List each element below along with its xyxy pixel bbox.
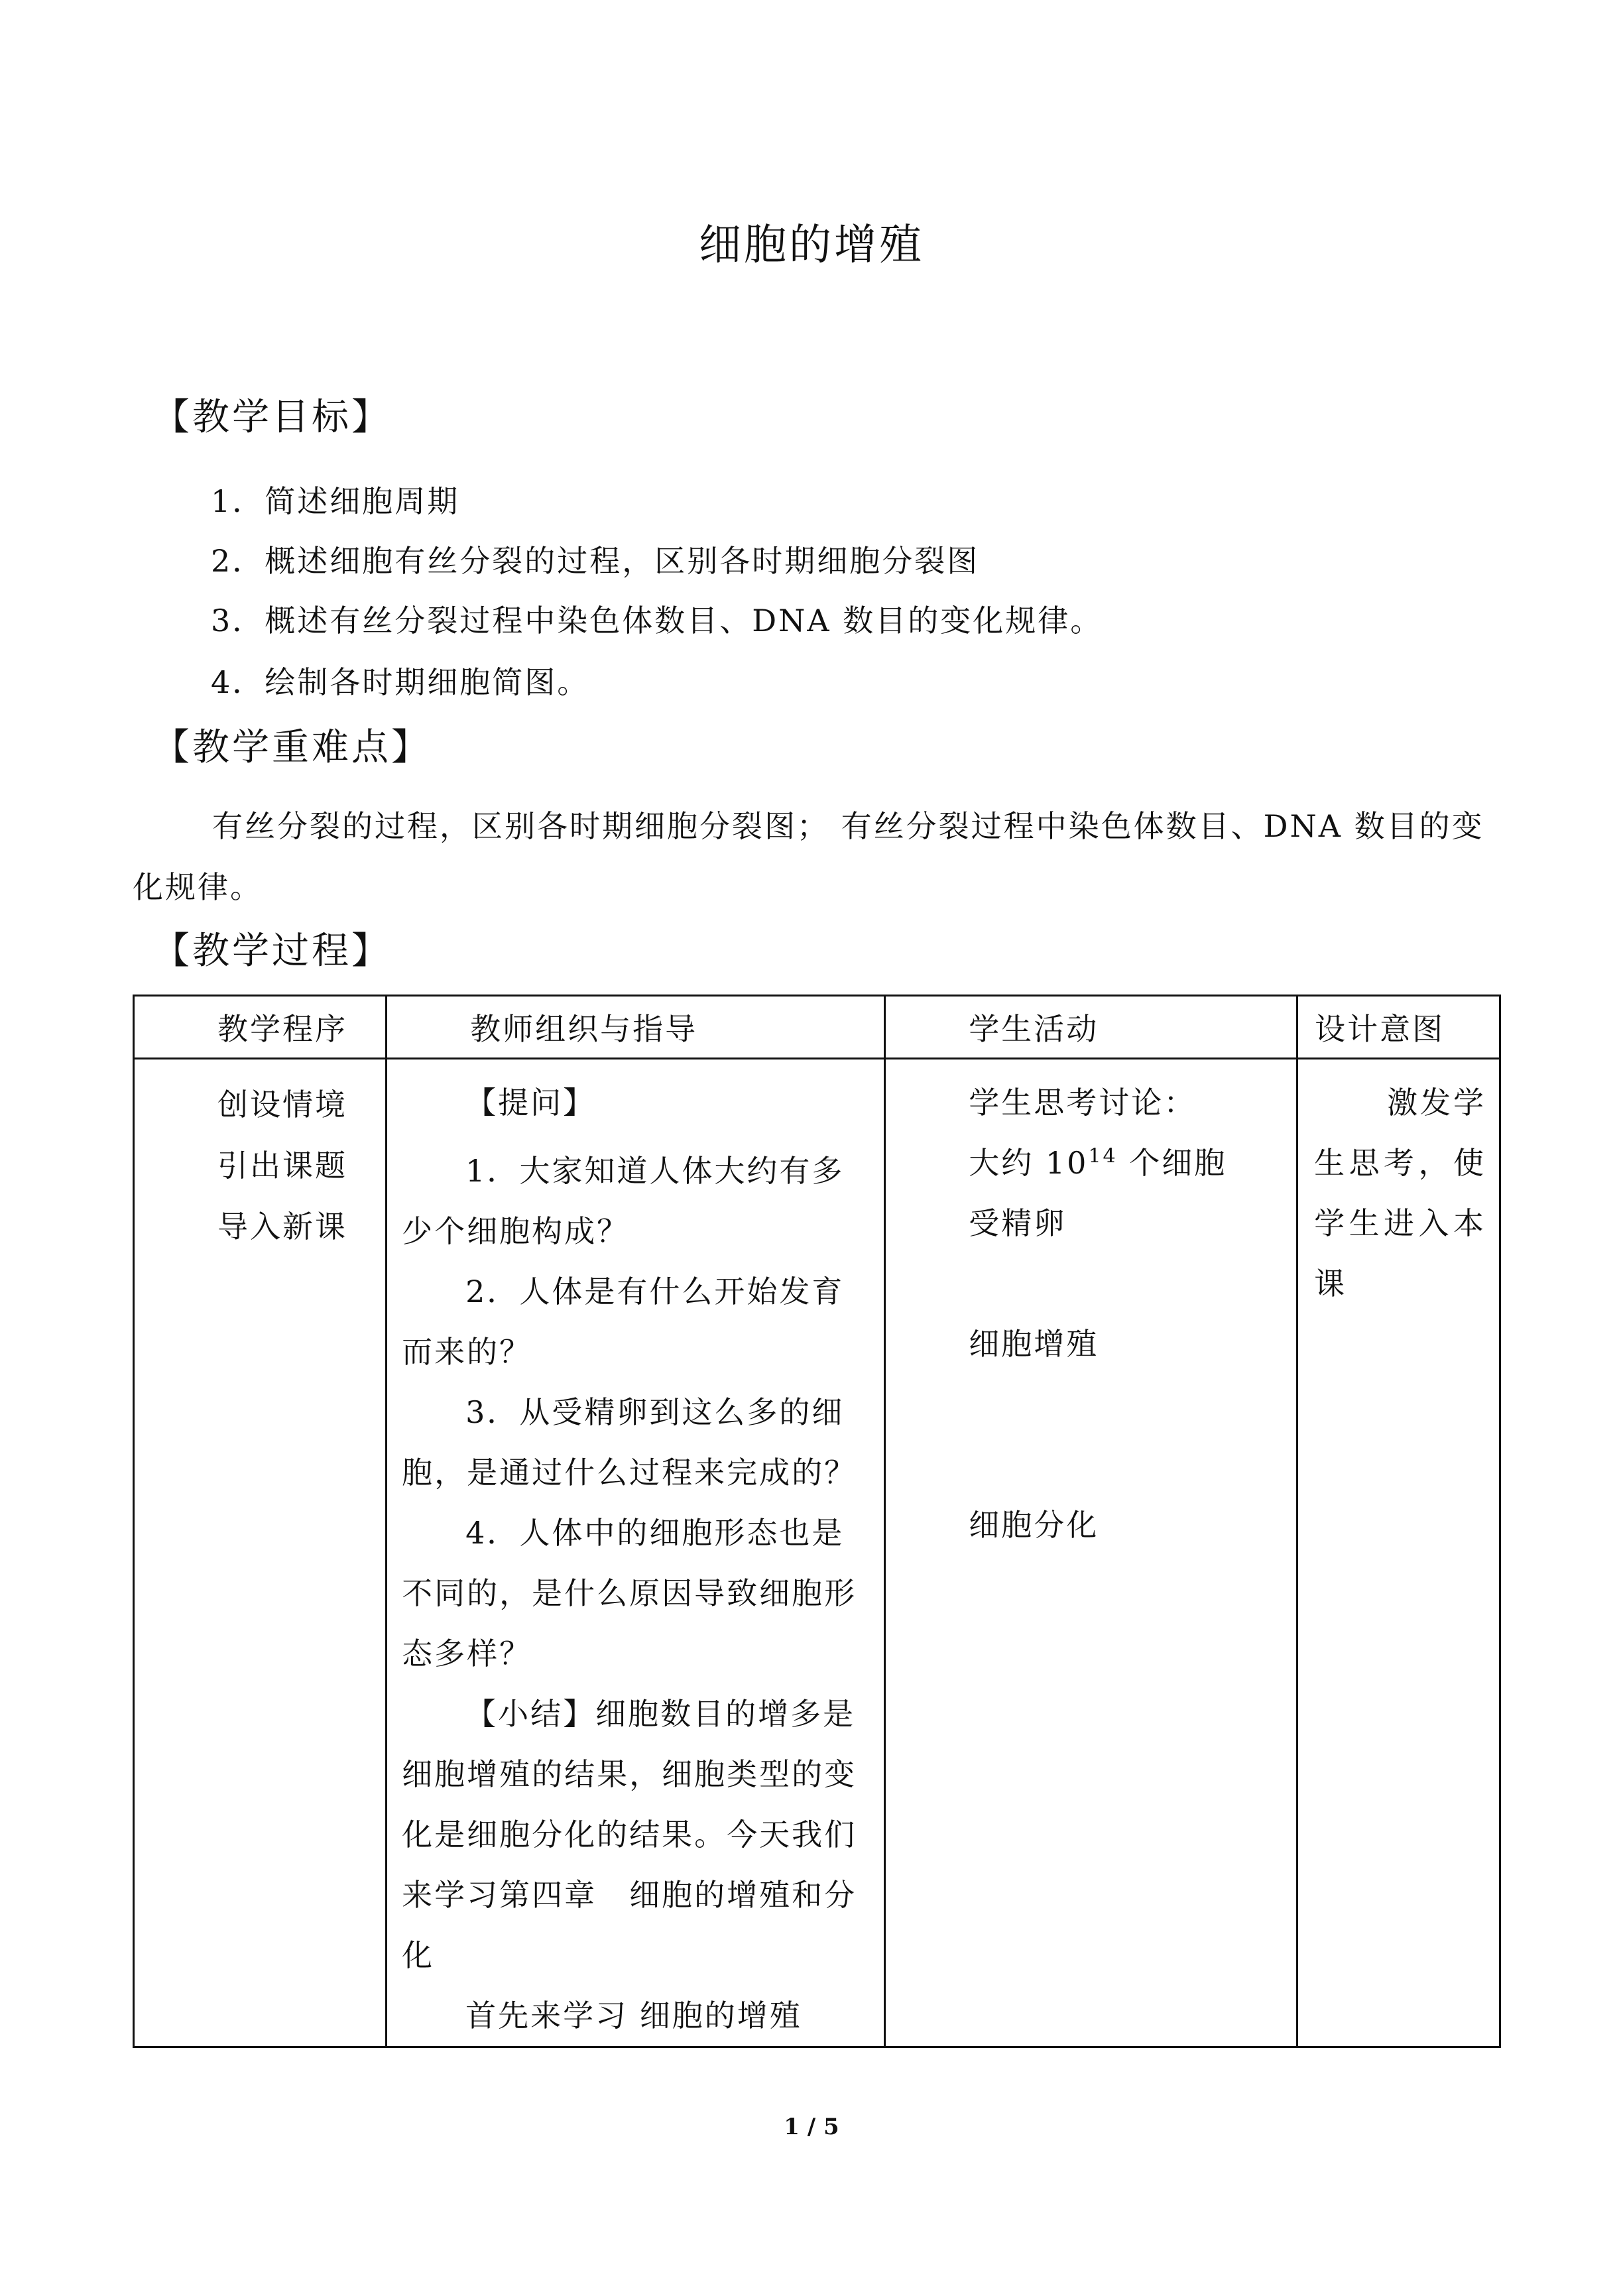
cell-proliferation: 细胞增殖 — [969, 1326, 1099, 1362]
design-intent-text: 激发学生思考，使学生进入本课 — [1314, 1085, 1486, 1301]
goal-item-2: 2．概述细胞有丝分裂的过程，区别各时期细胞分裂图 — [211, 543, 980, 579]
teaching-process-table — [133, 995, 1501, 2048]
cell-count-exponent: 14 — [1088, 1144, 1118, 1168]
procedure-line-1: 创设情境 — [217, 1087, 347, 1122]
cell-differentiation: 细胞分化 — [969, 1507, 1099, 1543]
page-title: 细胞的增殖 — [699, 221, 924, 270]
student-activity-cell — [885, 1059, 1297, 2047]
goal-item-3: 3．概述有丝分裂过程中染色体数目、DNA 数目的变化规律。 — [211, 603, 1103, 638]
think-discuss: 学生思考讨论： — [969, 1085, 1197, 1120]
header-procedure: 教学程序 — [134, 996, 387, 1059]
question-4: 4．人体中的细胞形态也是不同的，是什么原因导致细胞形态多样？ — [402, 1515, 857, 1671]
summary-text: 【小结】细胞数目的增多是细胞增殖的结果，细胞类型的变化是细胞分化的结果。今天我们来学习第四章 细胞的增殖和分化 — [402, 1696, 857, 1973]
cell-count-suffix: 个细胞 — [1117, 1145, 1227, 1181]
question-2: 2．人体是有什么开始发育而来的？ — [402, 1274, 845, 1370]
procedure-cell — [134, 1059, 387, 2047]
design-intent-cell — [1297, 1059, 1500, 2047]
question-3: 3．从受精卵到这么多的细胞，是通过什么过程来完成的？ — [402, 1394, 857, 1490]
procedure-line-3: 导入新课 — [217, 1209, 347, 1244]
page-number: 1 / 5 — [784, 2114, 839, 2140]
teacher-guidance-cell — [387, 1059, 885, 2047]
goals-heading: 【教学目标】 — [152, 396, 391, 439]
header-student-activity: 学生活动 — [885, 996, 1297, 1059]
cell-count-prefix: 大约 10 — [969, 1145, 1089, 1181]
ask-label: 【提问】 — [465, 1085, 596, 1120]
table-header-row — [134, 996, 1500, 1059]
process-heading: 【教学过程】 — [152, 930, 391, 973]
goal-item-1: 1．简述细胞周期 — [211, 483, 460, 519]
fertilized-egg: 受精卵 — [969, 1205, 1067, 1241]
question-1: 1．大家知道人体大约有多少个细胞构成？ — [402, 1153, 845, 1249]
cell-count — [969, 1133, 1290, 1193]
header-teacher-guidance: 教师组织与指导 — [387, 996, 885, 1059]
first-learn-text: 首先来学习 细胞的增殖 — [465, 1998, 802, 2033]
table-row — [134, 1059, 1500, 2047]
key-points-text: 有丝分裂的过程，区别各时期细胞分裂图； 有丝分裂过程中染色体数目、DNA 数目的变化规律。 — [133, 808, 1484, 905]
procedure-line-2: 引出课题 — [217, 1148, 347, 1183]
header-design-intent: 设计意图 — [1297, 996, 1500, 1059]
key-points-heading: 【教学重难点】 — [152, 726, 431, 769]
goal-item-4: 4．绘制各时期细胞简图。 — [211, 664, 590, 700]
